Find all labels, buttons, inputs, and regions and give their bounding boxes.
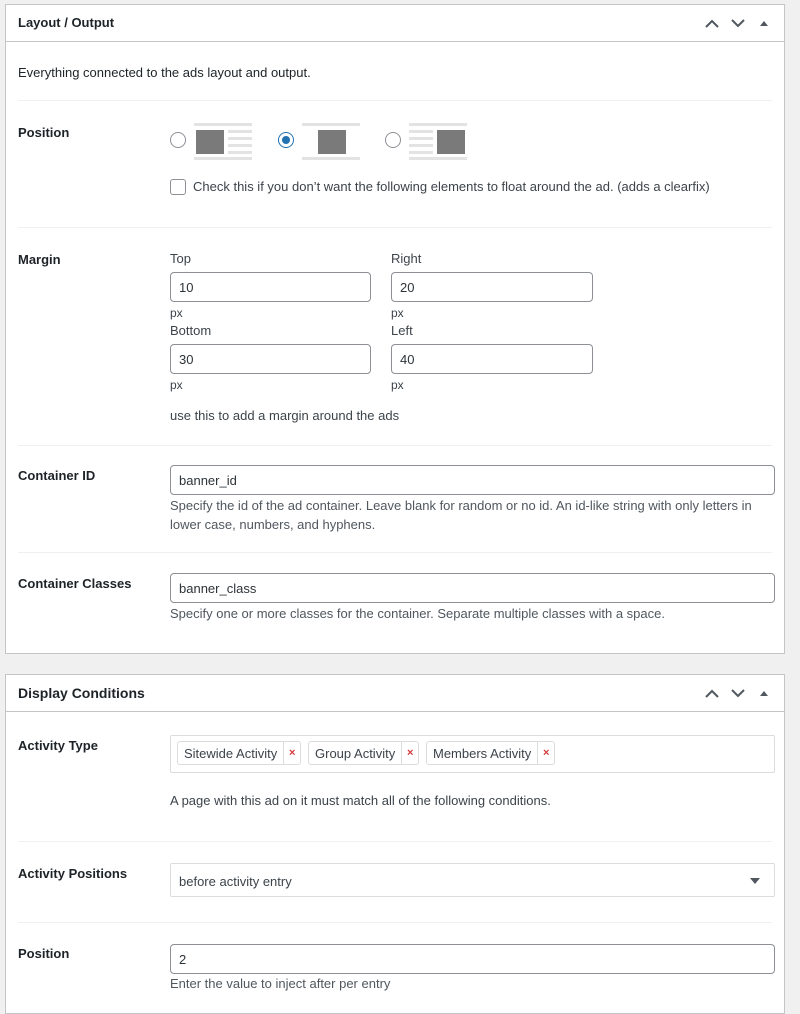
margin-bottom-unit: px [170,378,183,392]
select-value: before activity entry [179,874,292,889]
container-classes-help: Specify one or more classes for the container. Separate multiple classes with a space. [170,606,665,621]
triangle-up-icon[interactable] [754,683,774,703]
chevron-down-icon[interactable] [728,683,748,703]
margin-left-input[interactable] [391,344,593,374]
position-center-radio[interactable] [278,132,294,148]
float-center-icon [302,121,360,161]
divider [18,841,772,842]
margin-label: Margin [18,252,61,267]
margin-right-label: Right [391,251,422,266]
margin-right-unit: px [391,306,404,320]
float-right-icon [409,121,467,161]
divider [18,445,772,446]
chevron-up-icon[interactable] [702,13,722,33]
chip-label: Members Activity [433,745,532,761]
margin-help: use this to add a margin around the ads [170,408,400,423]
container-id-help-line1: Specify the id of the ad container. Leave blank for random or no id. An id-like string with only letters in [170,498,752,513]
container-classes-label: Container Classes [18,576,132,591]
divider [18,227,772,228]
position-left-radio[interactable] [170,132,186,148]
divider [18,552,772,553]
panel-title: Layout / Output [18,15,115,30]
position-right-radio[interactable] [385,132,401,148]
chip-sitewide-activity [177,741,301,765]
activity-positions-select[interactable] [170,863,775,897]
clearfix-label: Check this if you don’t want the following elements to float around the ad. (adds a clearfix) [193,179,710,194]
remove-chip-icon[interactable]: × [537,742,554,764]
display-conditions-panel [5,674,785,1014]
position-label: Position [18,946,70,961]
margin-bottom-label: Bottom [170,323,212,338]
panel-intro: Everything connected to the ads layout and output. [18,65,311,80]
panel-title: Display Conditions [18,685,145,701]
display-conditions-header[interactable] [6,675,784,712]
margin-left-label: Left [391,323,413,338]
chip-members-activity [426,741,555,765]
remove-chip-icon[interactable]: × [401,742,418,764]
position-label: Position [18,125,70,140]
triangle-up-icon[interactable] [754,13,774,33]
position-help: Enter the value to inject after per entry [170,976,391,991]
margin-top-label: Top [170,251,191,266]
divider [18,100,772,101]
activity-type-label: Activity Type [18,738,98,753]
chip-label: Sitewide Activity [184,745,278,761]
container-id-label: Container ID [18,468,96,483]
chevron-up-icon[interactable] [702,683,722,703]
margin-top-unit: px [170,306,183,320]
layout-output-header[interactable] [6,5,784,42]
remove-chip-icon[interactable]: × [283,742,300,764]
clearfix-checkbox[interactable] [170,179,186,195]
chip-group-activity [308,741,419,765]
chevron-down-icon[interactable] [728,13,748,33]
margin-left-unit: px [391,378,404,392]
divider [18,922,772,923]
margin-bottom-input[interactable] [170,344,371,374]
chip-label: Group Activity [315,745,396,761]
float-left-icon [194,121,252,161]
container-id-help-line2: lower case, numbers, and hyphens. [170,517,376,532]
container-classes-input[interactable] [170,573,775,603]
activity-type-help: A page with this ad on it must match all of the following conditions. [170,793,551,808]
margin-right-input[interactable] [391,272,593,302]
activity-positions-label: Activity Positions [18,866,128,881]
position-input[interactable] [170,944,775,974]
margin-top-input[interactable] [170,272,371,302]
layout-output-panel [5,4,785,654]
caret-down-icon [750,878,760,884]
activity-type-multiselect[interactable] [170,735,775,773]
container-id-input[interactable] [170,465,775,495]
